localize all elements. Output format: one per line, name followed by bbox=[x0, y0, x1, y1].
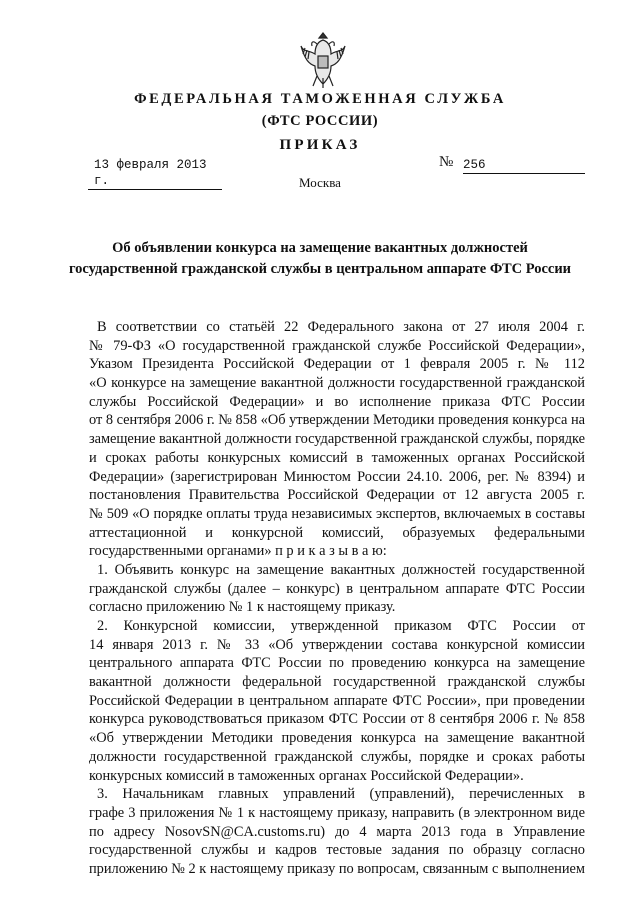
body-line: гражданской службы (далее – конкурс) в центральном аппарате ФТС России bbox=[89, 580, 585, 597]
body-line: № 509 «О порядке оплаты труда независимых экспертов, включаемых в составы bbox=[89, 505, 585, 522]
body-line: 3. Начальникам главных управлений (управлений), перечисленных в bbox=[97, 786, 585, 803]
subject-line: государственной гражданской службы в центральном аппарате ФТС России bbox=[68, 261, 572, 277]
body-line: государственной службы и кадров тестовые задания по образцу согласно bbox=[89, 842, 585, 859]
order-body bbox=[89, 318, 585, 879]
order-number: 256 bbox=[463, 157, 585, 174]
document-type: ПРИКАЗ bbox=[279, 137, 361, 153]
body-line: согласно приложению № 1 к настоящему приказу. bbox=[89, 599, 396, 616]
body-line: Российской Федерации в центральном аппарате ФТС России», при проведении bbox=[89, 692, 585, 709]
body-line: «Об утверждении Методики проведения конкурса на замещение вакантной bbox=[89, 730, 585, 747]
body-line: графе 3 приложения № 1 к настоящему приказу, направить (в электронном виде bbox=[89, 804, 585, 821]
body-line: по адресу NosovSN@CA.customs.ru) до 4 марта 2013 года в Управление bbox=[89, 823, 585, 840]
order-date: 13 февраля 2013 г. bbox=[88, 157, 222, 190]
body-line: от 8 сентября 2006 г. № 858 «Об утверждении Методики проведения конкурса на bbox=[89, 412, 585, 429]
body-line: 2. Конкурсной комиссии, утвержденной приказом ФТС России от bbox=[97, 618, 585, 634]
body-line: приложению № 2 к настоящему приказу по вопросам, связанным с выполнением bbox=[89, 860, 585, 877]
body-line: государственными органами» п р и к а з ы в а ю: bbox=[89, 543, 387, 560]
body-line: конкурса руководствоваться приказом ФТС России от 8 сентября 2006 г. № 858 bbox=[89, 711, 585, 728]
body-line: «О конкурсе на замещение вакантной должности государственной гражданской bbox=[89, 375, 585, 392]
body-line: 1. Объявить конкурс на замещение вакантных должностей государственной bbox=[97, 561, 585, 578]
body-line: конкурсных комиссий в таможенных органах Российской Федерации». bbox=[89, 767, 524, 784]
order-subject bbox=[40, 238, 600, 280]
subject-line: Об объявлении конкурса на замещение вакантных должностей bbox=[112, 240, 528, 256]
body-line: Указом Президента Российской Федерации от 1 февраля 2005 г. № 112 bbox=[89, 356, 585, 373]
order-number-label: № bbox=[439, 154, 454, 170]
body-line: 14 января 2013 г. № 33 «Об утверждении состава конкурсной комиссии bbox=[89, 636, 585, 653]
body-line: Федерации» (зарегистрирован Минюстом России 24.10. 2006, рег. № 8394) и bbox=[89, 468, 585, 485]
body-line: № 79-ФЗ «О государственной гражданской службе Российской Федерации», bbox=[89, 337, 585, 354]
body-line: должности государственной гражданской службы, порядке и сроках работы bbox=[89, 748, 585, 765]
body-line: и сроках работы конкурсных комиссий в таможенных органах Российской bbox=[89, 449, 585, 466]
body-line: службы Российской Федерации» и во исполнение приказа ФТС России bbox=[89, 393, 585, 410]
body-line: вакантной должности федеральной государственной гражданской службы bbox=[89, 674, 585, 691]
body-line: центрального аппарата ФТС России по проведению конкурса на замещение bbox=[89, 655, 585, 672]
body-line: замещение вакантной должности государственной гражданской службы, порядке bbox=[89, 431, 585, 448]
russia-coat-of-arms-icon bbox=[297, 30, 349, 90]
body-line: аттестационной и конкурсной комиссий, образуемых федеральными bbox=[89, 524, 585, 541]
organization-name: ФЕДЕРАЛЬНАЯ ТАМОЖЕННАЯ СЛУЖБА bbox=[134, 91, 506, 107]
body-line: постановления Правительства Российской Федерации от 12 августа 2005 г. bbox=[89, 487, 585, 504]
organization-abbreviation: (ФТС РОССИИ) bbox=[261, 113, 379, 129]
body-line: В соответствии со статьёй 22 Федерального закона от 27 июля 2004 г. bbox=[97, 319, 585, 335]
issue-city: Москва bbox=[299, 175, 341, 190]
